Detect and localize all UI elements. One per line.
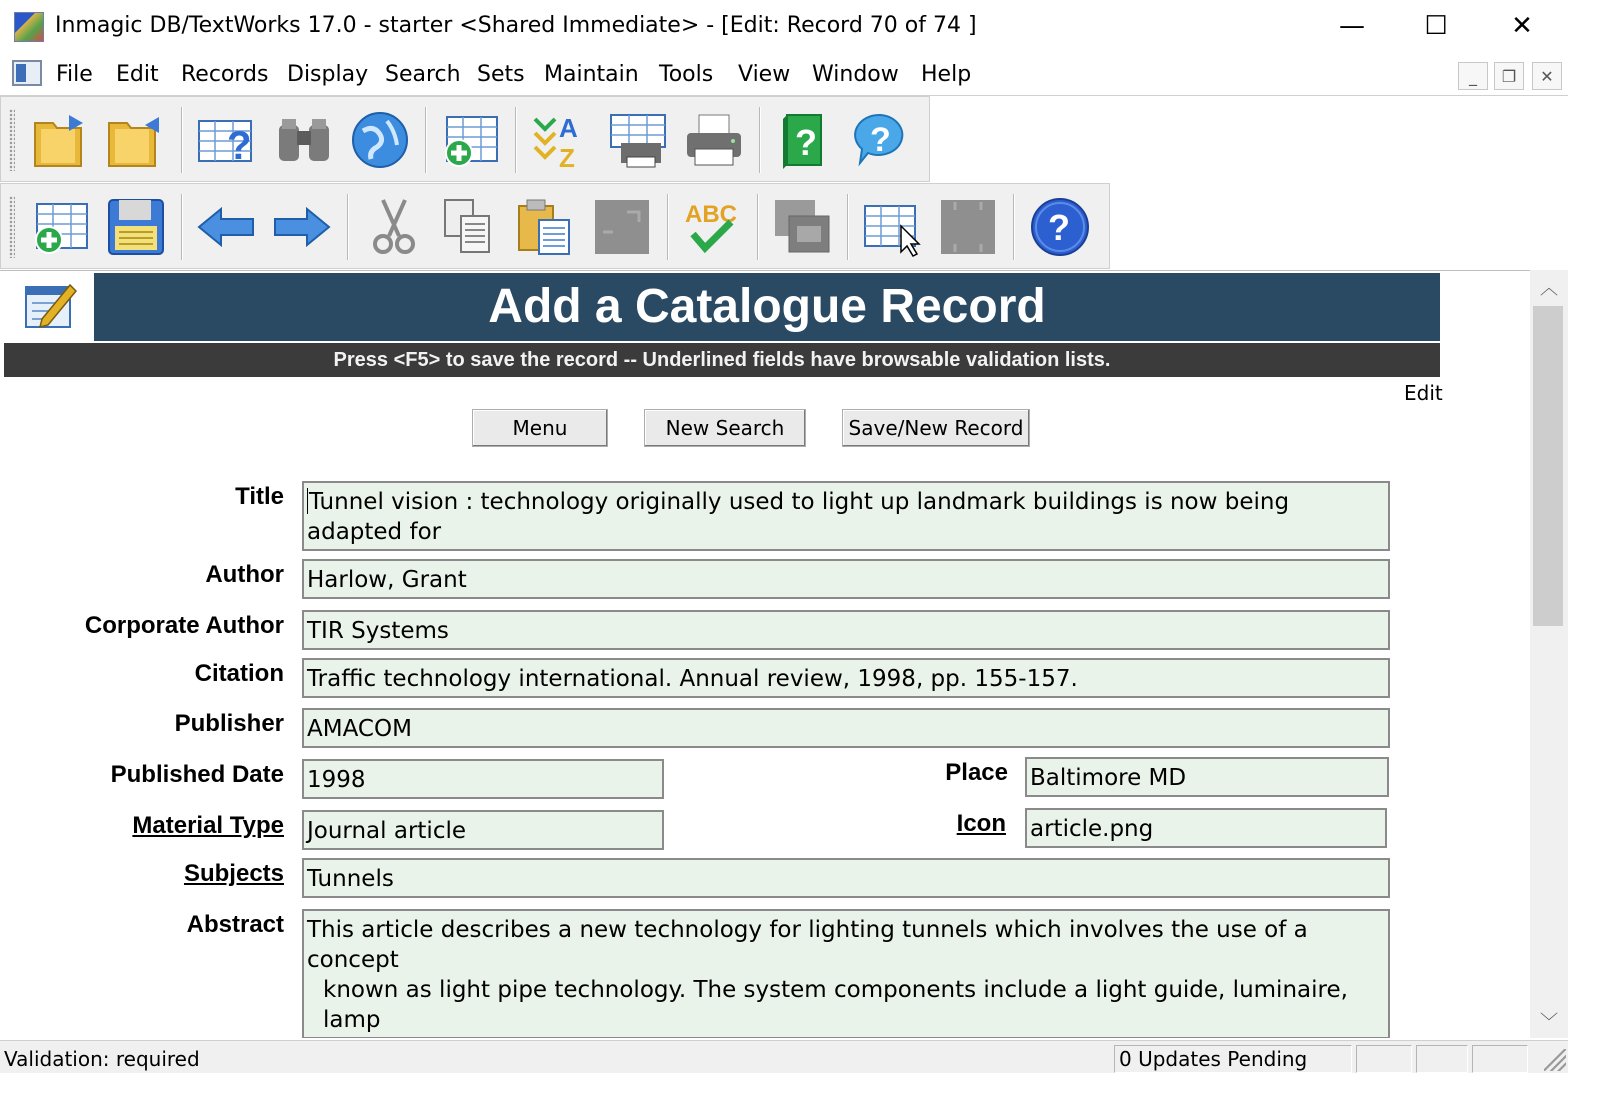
- maximize-icon: ☐: [1424, 11, 1448, 41]
- query-screen-button[interactable]: [193, 107, 259, 173]
- help-balloon-icon: [849, 109, 911, 171]
- svg-text:ABC: ABC: [685, 201, 737, 228]
- svg-text:?: ?: [795, 122, 817, 163]
- citation-field[interactable]: Traffic technology international. Annual review, 1998, pp. 155-157.: [302, 658, 1390, 698]
- publisher-field[interactable]: AMACOM: [302, 708, 1390, 748]
- toolbar-separator: [181, 107, 183, 173]
- vertical-scrollbar[interactable]: [1530, 270, 1568, 1038]
- add-record-icon: [29, 196, 91, 258]
- form-instructions-band: [4, 343, 1440, 377]
- globe-icon: [349, 109, 411, 171]
- toolbar-grip[interactable]: [9, 196, 15, 258]
- icon-label[interactable]: Icon: [956, 810, 1006, 837]
- disabled-box-icon: [591, 196, 653, 258]
- title-bar: [0, 0, 1568, 52]
- spell-check-icon: [681, 196, 743, 258]
- duplicate-icon: [771, 196, 833, 258]
- menu-display[interactable]: Display: [287, 62, 369, 87]
- abstract-line-1: This article describes a new technology for lighting tunnels which involves the use of a concept: [307, 917, 1308, 973]
- icon-field[interactable]: article.png: [1025, 808, 1387, 848]
- form-icon-box: [4, 271, 94, 341]
- toolbar-separator: [667, 194, 669, 260]
- new-search-button[interactable]: New Search: [644, 409, 806, 447]
- status-panel-empty: [1416, 1045, 1468, 1073]
- menu-window[interactable]: Window: [812, 62, 899, 87]
- form-title: Add a Catalogue Record: [488, 280, 1046, 333]
- globe-button[interactable]: [347, 107, 413, 173]
- toolbar-separator: [847, 194, 849, 260]
- binoculars-button[interactable]: [271, 107, 337, 173]
- place-field[interactable]: Baltimore MD: [1025, 757, 1389, 797]
- toolbar-separator: [181, 194, 183, 260]
- subjects-label[interactable]: Subjects: [183, 860, 284, 887]
- menu-search[interactable]: Search: [385, 62, 461, 87]
- title-line-1: Tunnel vision : technology originally used to light up landmark buildings is now being adapted for: [307, 489, 1290, 545]
- material-type-label[interactable]: Material Type: [132, 812, 284, 839]
- close-folder-icon: [103, 109, 165, 171]
- close-button[interactable]: [1492, 4, 1552, 48]
- edit-notepad-icon: [22, 279, 78, 331]
- mdi-restore-button[interactable]: [1494, 62, 1524, 90]
- copy-button[interactable]: [435, 194, 501, 260]
- toolbar-separator: [1013, 194, 1015, 260]
- corporate-author-field[interactable]: TIR Systems: [302, 610, 1390, 650]
- validation-status: Validation: required: [4, 1047, 200, 1071]
- close-icon: ✕: [1511, 11, 1533, 41]
- menu-view[interactable]: View: [738, 62, 791, 87]
- status-bar: [0, 1040, 1568, 1073]
- abstract-line-2: known as light pipe technology. The system components include a light guide, luminaire, lamp: [323, 977, 1348, 1033]
- printer-icon: [683, 109, 745, 171]
- help-circle-icon: [1029, 196, 1091, 258]
- menu-edit[interactable]: Edit: [116, 62, 159, 87]
- binoculars-icon: [273, 109, 335, 171]
- help-button[interactable]: [1027, 194, 1093, 260]
- minimize-icon: —: [1339, 11, 1365, 41]
- menu-records[interactable]: Records: [181, 62, 269, 87]
- open-folder-button[interactable]: [27, 107, 93, 173]
- title-field[interactable]: [302, 481, 1390, 551]
- document-icon[interactable]: [12, 60, 42, 86]
- toolbar-separator: [759, 107, 761, 173]
- form-select-button[interactable]: [859, 194, 925, 260]
- status-panel-empty: [1472, 1045, 1528, 1073]
- sort-az-icon: [529, 109, 591, 171]
- disabled-square-icon: [937, 196, 999, 258]
- next-record-button[interactable]: [269, 194, 335, 260]
- svg-text:?: ?: [870, 121, 891, 159]
- copy-icon: [437, 196, 499, 258]
- place-label: Place: [945, 759, 1008, 786]
- subjects-field[interactable]: Tunnels: [302, 858, 1390, 898]
- published-date-field[interactable]: 1998: [302, 759, 664, 799]
- new-record-icon: [439, 109, 501, 171]
- resize-grip-icon[interactable]: [1544, 1049, 1566, 1071]
- print-preview-icon: [607, 109, 669, 171]
- mdi-minimize-button[interactable]: [1458, 62, 1488, 90]
- mdi-restore-icon: ❐: [1501, 66, 1517, 86]
- minimize-button[interactable]: [1322, 4, 1382, 48]
- new-record-button[interactable]: [437, 107, 503, 173]
- cut-button[interactable]: [361, 194, 427, 260]
- corporate-author-label: Corporate Author: [84, 612, 284, 639]
- abstract-label: Abstract: [186, 911, 284, 938]
- disabled-box-button[interactable]: [589, 194, 655, 260]
- toolbar-separator: [347, 194, 349, 260]
- cut-scissors-icon: [363, 196, 425, 258]
- scroll-down-icon[interactable]: ﹀: [1540, 1012, 1558, 1033]
- app-icon: [14, 12, 44, 42]
- query-screen-icon: [195, 109, 257, 171]
- previous-arrow-icon: [195, 196, 257, 258]
- menu-bar: [0, 52, 1568, 96]
- material-type-field[interactable]: Journal article: [302, 810, 664, 850]
- menu-button[interactable]: Menu: [472, 409, 608, 447]
- spell-check-button[interactable]: [679, 194, 745, 260]
- published-date-label: Published Date: [110, 761, 284, 788]
- menu-sets[interactable]: Sets: [477, 62, 525, 87]
- publisher-label: Publisher: [174, 710, 284, 737]
- form-instructions: Press <F5> to save the record -- Underlined fields have browsable validation lists.: [333, 349, 1111, 371]
- scroll-thumb[interactable]: [1533, 306, 1563, 626]
- author-field[interactable]: Harlow, Grant: [302, 559, 1390, 599]
- svg-text:A: A: [559, 113, 578, 143]
- window-title: Inmagic DB/TextWorks 17.0 - starter <Shared Immediate> - [Edit: Record 70 of 74 ]: [55, 13, 977, 38]
- main-toolbar: [0, 96, 930, 182]
- scroll-up-icon[interactable]: ︿: [1540, 278, 1558, 299]
- title-label: Title: [235, 483, 284, 510]
- paste-button[interactable]: [511, 194, 577, 260]
- mdi-close-icon: ✕: [1540, 66, 1554, 86]
- form-select-icon: [861, 196, 923, 258]
- mdi-close-button[interactable]: [1532, 62, 1562, 90]
- title-line-2: [307, 547, 1384, 551]
- sort-az-button[interactable]: [527, 107, 593, 173]
- duplicate-button[interactable]: [769, 194, 835, 260]
- mode-label: Edit: [1404, 381, 1443, 405]
- abstract-line-3: [307, 1035, 1384, 1038]
- svg-text:Z: Z: [559, 143, 575, 171]
- paste-icon: [513, 196, 575, 258]
- disabled-square-button[interactable]: [935, 194, 1001, 260]
- status-panel-empty: [1356, 1045, 1412, 1073]
- menu-maintain[interactable]: Maintain: [544, 62, 639, 87]
- abstract-field[interactable]: [302, 909, 1390, 1038]
- print-preview-button[interactable]: [605, 107, 671, 173]
- toolbar-separator: [425, 107, 427, 173]
- save-new-record-button[interactable]: Save/New Record: [842, 409, 1030, 447]
- printer-button[interactable]: [681, 107, 747, 173]
- citation-label: Citation: [194, 660, 284, 687]
- toolbar-grip[interactable]: [9, 109, 15, 171]
- save-disk-icon: [105, 196, 167, 258]
- add-record-button[interactable]: [27, 194, 93, 260]
- form-header: [94, 273, 1440, 341]
- mdi-minimize-icon: _: [1469, 66, 1477, 86]
- toolbar-separator: [515, 107, 517, 173]
- close-folder-button[interactable]: [101, 107, 167, 173]
- menu-help[interactable]: Help: [921, 62, 972, 87]
- next-arrow-icon: [271, 196, 333, 258]
- text-cursor: [307, 488, 308, 514]
- record-toolbar: [0, 183, 1110, 269]
- svg-text:?: ?: [1048, 207, 1070, 248]
- maximize-button[interactable]: [1406, 4, 1466, 48]
- previous-record-button[interactable]: [193, 194, 259, 260]
- form-view: [0, 270, 1568, 1038]
- menu-tools[interactable]: Tools: [659, 62, 714, 87]
- svg-text:?: ?: [227, 124, 252, 168]
- open-folder-icon: [29, 109, 91, 171]
- help-book-icon: [773, 109, 835, 171]
- toolbar-separator: [757, 194, 759, 260]
- author-label: Author: [205, 561, 284, 588]
- updates-pending: 0 Updates Pending: [1114, 1045, 1352, 1073]
- help-book-button[interactable]: [771, 107, 837, 173]
- menu-file[interactable]: File: [56, 62, 93, 87]
- help-balloon-button[interactable]: [847, 107, 913, 173]
- save-button[interactable]: [103, 194, 169, 260]
